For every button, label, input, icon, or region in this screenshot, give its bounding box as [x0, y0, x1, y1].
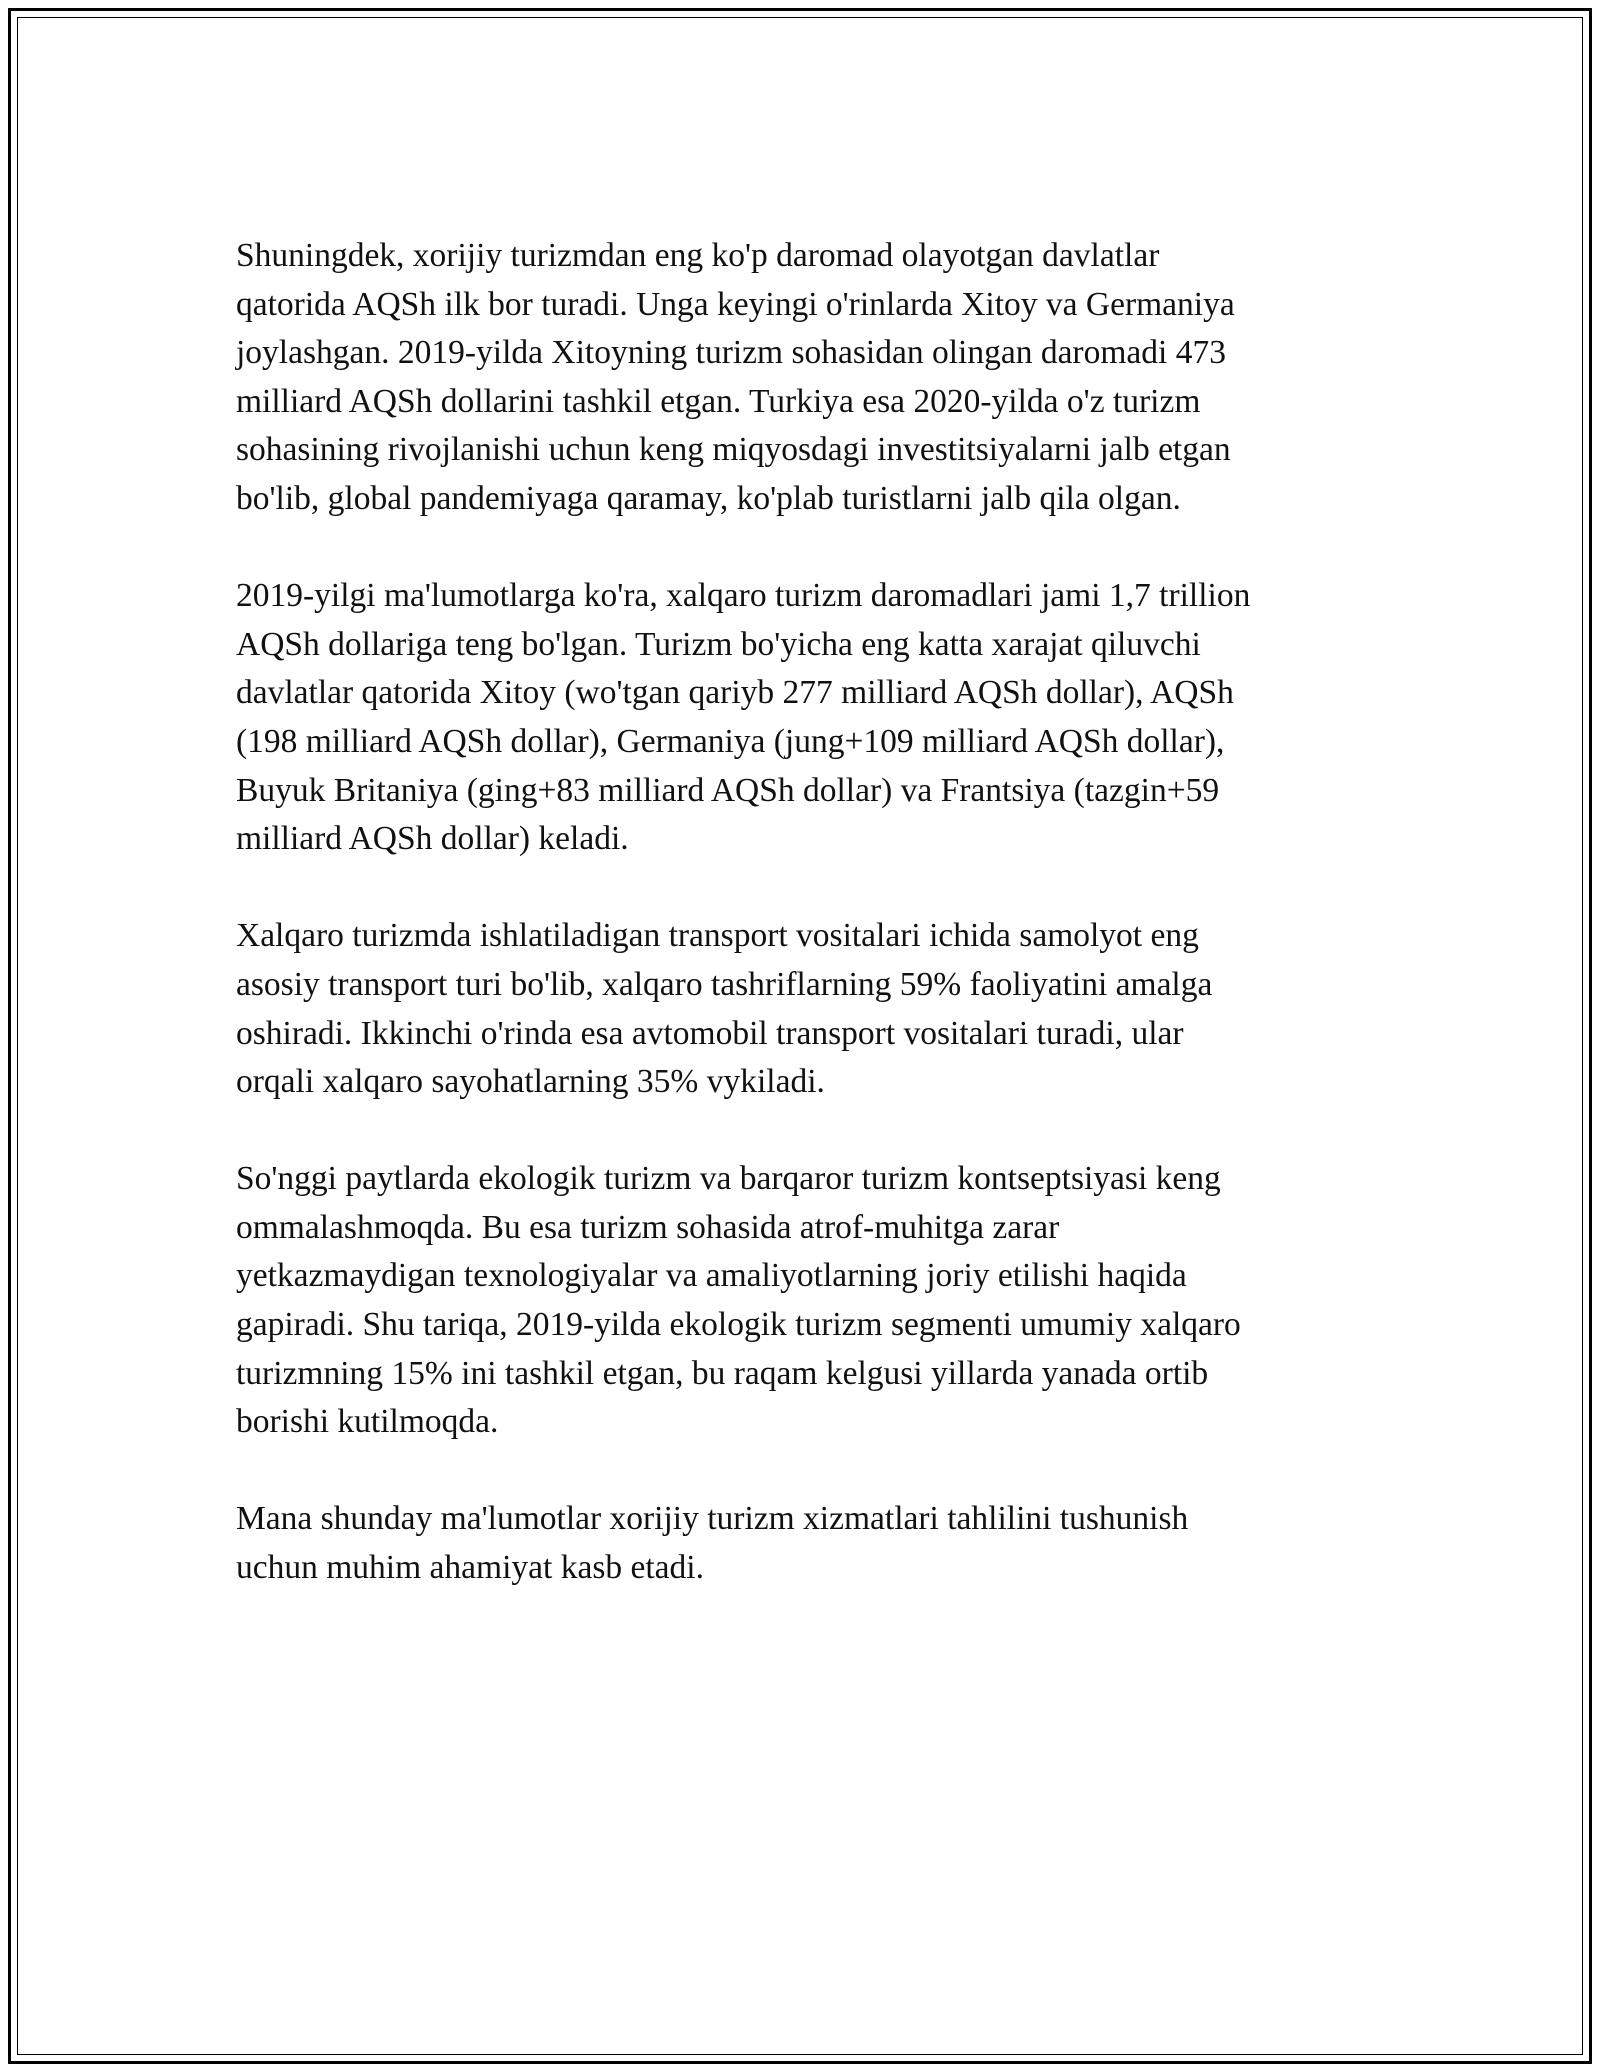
paragraph-4: So'nggi paytlarda ekologik turizm va barqaror turizm kontseptsiyasi keng ommalashmoqda. Bu esa turizm sohasida atrof-muhitga zarar yetkazmaydigan texnologiyalar va amaliyotlarning joriy etilishi haqida gapiradi. Shu tariqa, 2019-yilda ekologik turizm segmenti umumiy xalqaro turizmning 15% ini tashkil etgan, bu raqam kelgusi yillarda yanada ortib borishi kutilmoqda. — [236, 1160, 1241, 1441]
paragraph-3: Xalqaro turizmda ishlatiladigan transport vositalari ichida samolyot eng asosiy transport turi bo'lib, xalqaro tashriflarning 59% faoliyatini amalga oshiradi. Ikkinchi o'rinda esa avtomobil transport vositalari turadi, ular orqali xalqaro sayohatlarning 35% vykiladi. — [236, 917, 1213, 1101]
paragraph-2: 2019-yilgi ma'lumotlarga ko'ra, xalqaro turizm daromadlari jami 1,7 trillion AQSh dollariga teng bo'lgan. Turizm bo'yicha eng katta xarajat qiluvchi davlatlar qatorida Xitoy (wo'tgan qariyb 277 milliard AQSh dollar), AQSh (198 milliard AQSh dollar), Germaniya (jung+109 milliard AQSh dollar), Buyuk Britaniya (ging+83 milliard AQSh dollar) va Frantsiya (tazgin+59 milliard AQSh dollar) keladi. — [236, 577, 1251, 858]
paragraph-5: Mana shunday ma'lumotlar xorijiy turizm xizmatlari tahlilini tushunish uchun muhim ahamiyat kasb etadi. — [236, 1500, 1189, 1587]
paragraph-1: Shuningdek, xorijiy turizmdan eng ko'p daromad olayotgan davlatlar qatorida AQSh ilk bor turadi. Unga keyingi o'rinlarda Xitoy va Germaniya joylashgan. 2019-yilda Xitoyning turizm sohasidan olingan daromadi 473 milliard AQSh dollarini tashkil etgan. Turkiya esa 2020-yilda o'z turizm sohasining rivojlanishi uchun keng miqyosdagi investitsiyalarni jalb etgan bo'lib, global pandemiyaga qaramay, ko'plab turistlarni jalb qila olgan. — [236, 237, 1235, 517]
document-body — [236, 232, 1386, 1593]
